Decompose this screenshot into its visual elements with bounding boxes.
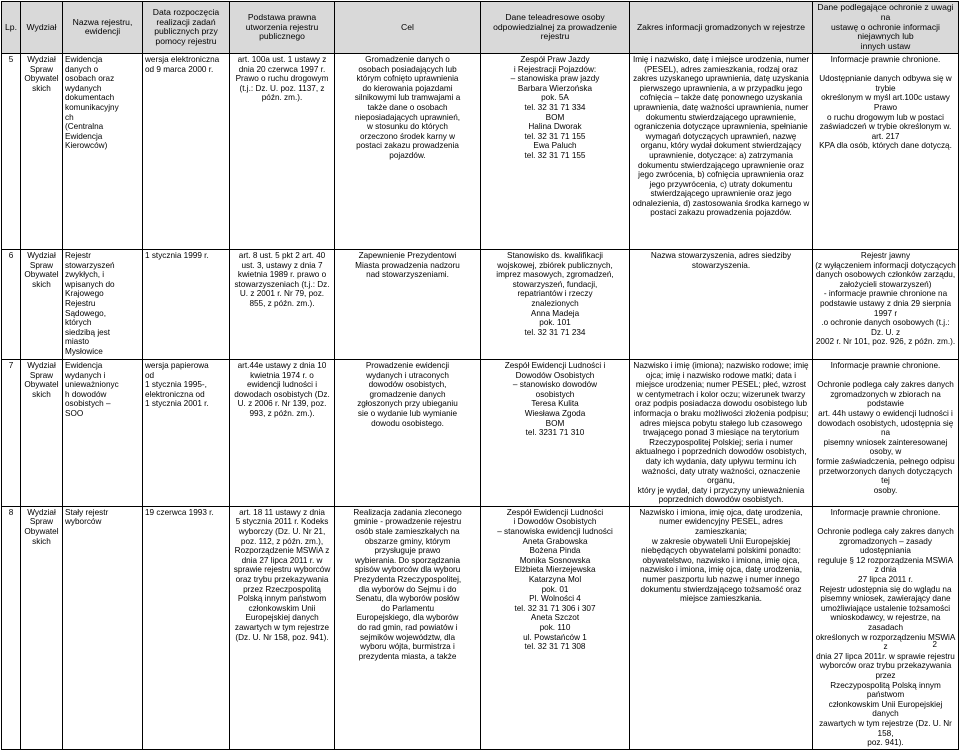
- cell-wydzial: Wydział Spraw Obywatel skich: [21, 359, 63, 506]
- cell-cel: Zapewnienie Prezydentowi Miasta prowadzenia nadzoru nad stowarzyszeniami.: [335, 249, 481, 359]
- cell-lp: 8: [2, 506, 21, 749]
- cell-ochrona: Informacje prawnie chronione. Ochronie podlega cały zakres danych zgromadzonych – zasady udostępniania reguluje § 12 rozporządzenia MSWiA z dnia 27 lipca 2011 r. Rejestr udostępnia się do wglądu na pisemny wniosek, zawierający dane umożliwiające ustalenie tożsamości wnioskodawcy, w rejestrze, na zasadach określonych w rozporządzeniu MSWiA z dnia 27 lipca 2011r. w sprawie rejestru wyborców oraz trybu przekazywania przez Rzeczypospolitą Polską innym państwom członkowskim Unii Europejskiej danych zawartych w tym rejestrze (Dz. U. Nr 158, poz. 941).: [813, 506, 959, 749]
- cell-podstawa: art. 100a ust. 1 ustawy z dnia 20 czerwca 1997 r. Prawo o ruchu drogowym (t.j.: Dz. U. poz. 1137, z późn. zm.).: [230, 53, 335, 249]
- table-header-row: [2, 2, 959, 54]
- cell-zakres: Nazwa stowarzyszenia, adres siedziby stowarzyszenia.: [630, 249, 813, 359]
- header-wydzial: Wydział: [21, 2, 63, 54]
- table-row: [2, 506, 959, 749]
- cell-dane: Zespół Ewidencji Ludności i Dowodów Osobistych – stanowiska ewidencji ludności Aneta Grabowska Bożena Pinda Monika Sosnowska Elżbieta Mierzejewska Katarzyna Mol pok. 01 Pl. Wolności 4 tel. 32 31 71 306 i 307 Aneta Szczot pok. 110 ul. Powstańców 1 tel. 32 31 71 308: [481, 506, 630, 749]
- cell-nazwa: Stały rejestr wyborców: [63, 506, 143, 749]
- cell-wydzial: Wydział Spraw Obywatel skich: [21, 53, 63, 249]
- cell-ochrona: Informacje prawnie chronione. Ochronie podlega cały zakres danych zgromadzonych w zbiorach na podstawie art. 44h ustawy o ewidencji ludności i dowodach osobistych, udostępnia się na pisemny wniosek zainteresowanej osoby, w formie zaświadczenia, pełnego odpisu przetworzonych danych dotyczących tej osoby.: [813, 359, 959, 506]
- cell-data: wersja papierowa od 1 stycznia 1995-, elektroniczna od 1 stycznia 2001 r.: [143, 359, 230, 506]
- page-number: 2: [932, 640, 937, 649]
- header-data: Data rozpoczęcia realizacji zadań publicznych przy pomocy rejestru: [143, 2, 230, 54]
- header-dane: Dane teleadresowe osoby odpowiedzialnej za prowadzenie rejestru: [481, 2, 630, 54]
- registers-table: [1, 1, 959, 750]
- cell-data: 19 czerwca 1993 r.: [143, 506, 230, 749]
- header-cel: Cel: [335, 2, 481, 54]
- table-row: [2, 249, 959, 359]
- cell-cel: Realizacja zadania zleconego gminie - prowadzenie rejestru osób stale zamieszkałych na obszarze gminy, którym przysługuje prawo wybierania. Do sporządzania spisów wyborców dla wyboru Prezydenta Rzeczypospolitej, dla wyborów do Sejmu i do Senatu, dla wyborów posłów do Parlamentu Europejskiego, dla wyborów do rad gmin, rad powiatów i sejmików województw, dla wyboru wójta, burmistrza i prezydenta miasta, a także: [335, 506, 481, 749]
- cell-dane: Zespół Ewidencji Ludności i Dowodów Osobistych – stanowisko dowodów osobistych Teresa Kulita Wiesława Zgoda BOM tel. 3231 71 310: [481, 359, 630, 506]
- cell-ochrona: Informacje prawnie chronione. Udostępnianie danych odbywa się w trybie określonym w myśl art.100c ustawy Prawo o ruchu drogowym lub w postaci zaświadczeń w trybie określonym w. art. 217 KPA dla osób, których dane dotyczą.: [813, 53, 959, 249]
- cell-wydzial: Wydział Spraw Obywatel skich: [21, 249, 63, 359]
- cell-podstawa: art.44e ustawy z dnia 10 kwietnia 1974 r. o ewidencji ludności i dowodach osobistych (Dz. U. z 2006 r. Nr 139, poz. 993, z późn. zm.).: [230, 359, 335, 506]
- cell-lp: 7: [2, 359, 21, 506]
- header-zakres: Zakres informacji gromadzonych w rejestrze: [630, 2, 813, 54]
- header-lp: Lp.: [2, 2, 21, 54]
- cell-nazwa: Rejestr stowarzyszeń zwykłych, i wpisanych do Krajowego Rejestru Sądowego, których siedzibą jest miasto Mysłowice: [63, 249, 143, 359]
- cell-dane: Zespół Praw Jazdy i Rejestracji Pojazdów: – stanowiska praw jazdy Barbara Wierzońska pok. 5A tel. 32 31 71 334 BOM Halina Dworak tel. 32 31 71 155 Ewa Paluch tel. 32 31 71 155: [481, 53, 630, 249]
- header-podstawa: Podstawa prawna utworzenia rejestru publicznego: [230, 2, 335, 54]
- cell-dane: Stanowisko ds. kwalifikacji wojskowej, zbiórek publicznych, imprez masowych, zgromadzeń, stowarzyszeń, fundacji, repatriantów i rzeczy znalezionych Anna Madeja pok. 101 tel. 32 31 71 234: [481, 249, 630, 359]
- header-ochrona: Dane podlegające ochronie z uwagi na ustawę o ochronie informacji niejawnych lub innych ustaw: [813, 2, 959, 54]
- cell-zakres: Imię i nazwisko, datę i miejsce urodzenia, numer (PESEL), adres zamieszkania, rodzaj oraz zakres uzyskanego uprawnienia, datę uzyskania pierwszego uprawnienia, a w przypadku jego cofnięcia – także datę ponownego uzyskania uprawnienia, datę ważności uprawnienia, numer dokumentu stwierdzającego uprawnienie, ograniczenia dotyczące uprawnienia, spełnianie wymagań dotyczących uprawnień, nazwę organu, który wydał dokument stwierdzający uprawnienie, dotyczące: a) zatrzymania dokumentu stwierdzającego uprawnienie oraz jego zwrócenia, b) cofnięcia uprawnienia oraz jego przywrócenia, c) utraty dokumentu stwierdzającego uprawnienie oraz jego odnalezienia, d) zastosowania środka karnego w postaci zakazu prowadzenia pojazdów.: [630, 53, 813, 249]
- table-row: [2, 53, 959, 249]
- cell-nazwa: Ewidencja danych o osobach oraz wydanych dokumentach komunikacyjny ch (Centralna Ewidencja Kierowców): [63, 53, 143, 249]
- cell-zakres: Nazwisko i imię (imiona); nazwisko rodowe; imię ojca; imię i nazwisko rodowe matki; data i miejsce urodzenia; numer PESEL; płeć, wzrost w centymetrach i kolor oczu; wizerunek twarzy oraz podpis posiadacza dowodu osobistego lub informacja o braku możliwości złożenia podpisu; adres miejsca pobytu stałego lub czasowego trwającego ponad 3 miesiące na terytorium Rzeczypospolitej Polskiej; seria i numer aktualnego i poprzednich dowodów osobistych, daty ich wydania, daty upływu terminu ich ważności, daty utraty ważności, oznaczenie organu, który je wydał, daty i przyczyny unieważnienia poprzednich dowodów osobistych.: [630, 359, 813, 506]
- cell-cel: Gromadzenie danych o osobach posiadających lub którym cofnięto uprawnienia do kierowania pojazdami silnikowymi lub tramwajami a także dane o osobach nieposiadających uprawnień, w stosunku do których orzeczono środek karny w postaci zakazu prowadzenia pojazdów.: [335, 53, 481, 249]
- cell-data: 1 stycznia 1999 r.: [143, 249, 230, 359]
- cell-lp: 5: [2, 53, 21, 249]
- cell-nazwa: Ewidencja wydanych i unieważnionyc h dowodów osobistych – SOO: [63, 359, 143, 506]
- table-row: [2, 359, 959, 506]
- cell-ochrona: Rejestr jawny (z wyłączeniem informacji dotyczących danych osobowych członków zarządu, założycieli stowarzyszeń) - informacje prawnie chronione na podstawie ustawy z dnia 29 sierpnia 1997 r .o ochronie danych osobowych (t.j.: Dz. U. z 2002 r. Nr 101, poz. 926, z późn. zm.).: [813, 249, 959, 359]
- cell-cel: Prowadzenie ewidencji wydanych i utraconych dowodów osobistych, gromadzenie danych zgłoszonych przy ubieganiu sie o wydanie lub wymianie dowodu osobistego.: [335, 359, 481, 506]
- cell-zakres: Nazwisko i imiona, imię ojca, datę urodzenia, numer ewidencyjny PESEL, adres zamieszkania; w zakresie obywateli Unii Europejskiej niebędących obywatelami polskimi ponadto: obywatelstwo, nazwisko i imiona, imię ojca, nazwisko i imiona, imię ojca, datę urodzenia, numer paszportu lub nazwę i numer innego dokumentu stwierdzającego tożsamość oraz miejsce zamieszkania.: [630, 506, 813, 749]
- cell-wydzial: Wydział Spraw Obywatel skich: [21, 506, 63, 749]
- header-nazwa: Nazwa rejestru, ewidencji: [63, 2, 143, 54]
- cell-podstawa: art. 8 ust. 5 pkt 2 art. 40 ust. 3, ustawy z dnia 7 kwietnia 1989 r. prawo o stowarzyszeniach (t.j.: Dz. U. z 2001 r. Nr 79, poz. 855, z późn. zm.).: [230, 249, 335, 359]
- cell-lp: 6: [2, 249, 21, 359]
- cell-data: wersja elektroniczna od 9 marca 2000 r.: [143, 53, 230, 249]
- cell-podstawa: art. 18 11 ustawy z dnia 5 stycznia 2011 r. Kodeks wyborczy (Dz. U. Nr 21, poz. 112, z późn. zm.), Rozporządzenie MSWiA z dnia 27 lipca 2011 r. w sprawie rejestru wyborców oraz trybu przekazywania przez Rzeczpospolitą Polską innym państwom członkowskim Unii Europejskiej danych zawartych w tym rejestrze (Dz. U. Nr 158, poz. 941).: [230, 506, 335, 749]
